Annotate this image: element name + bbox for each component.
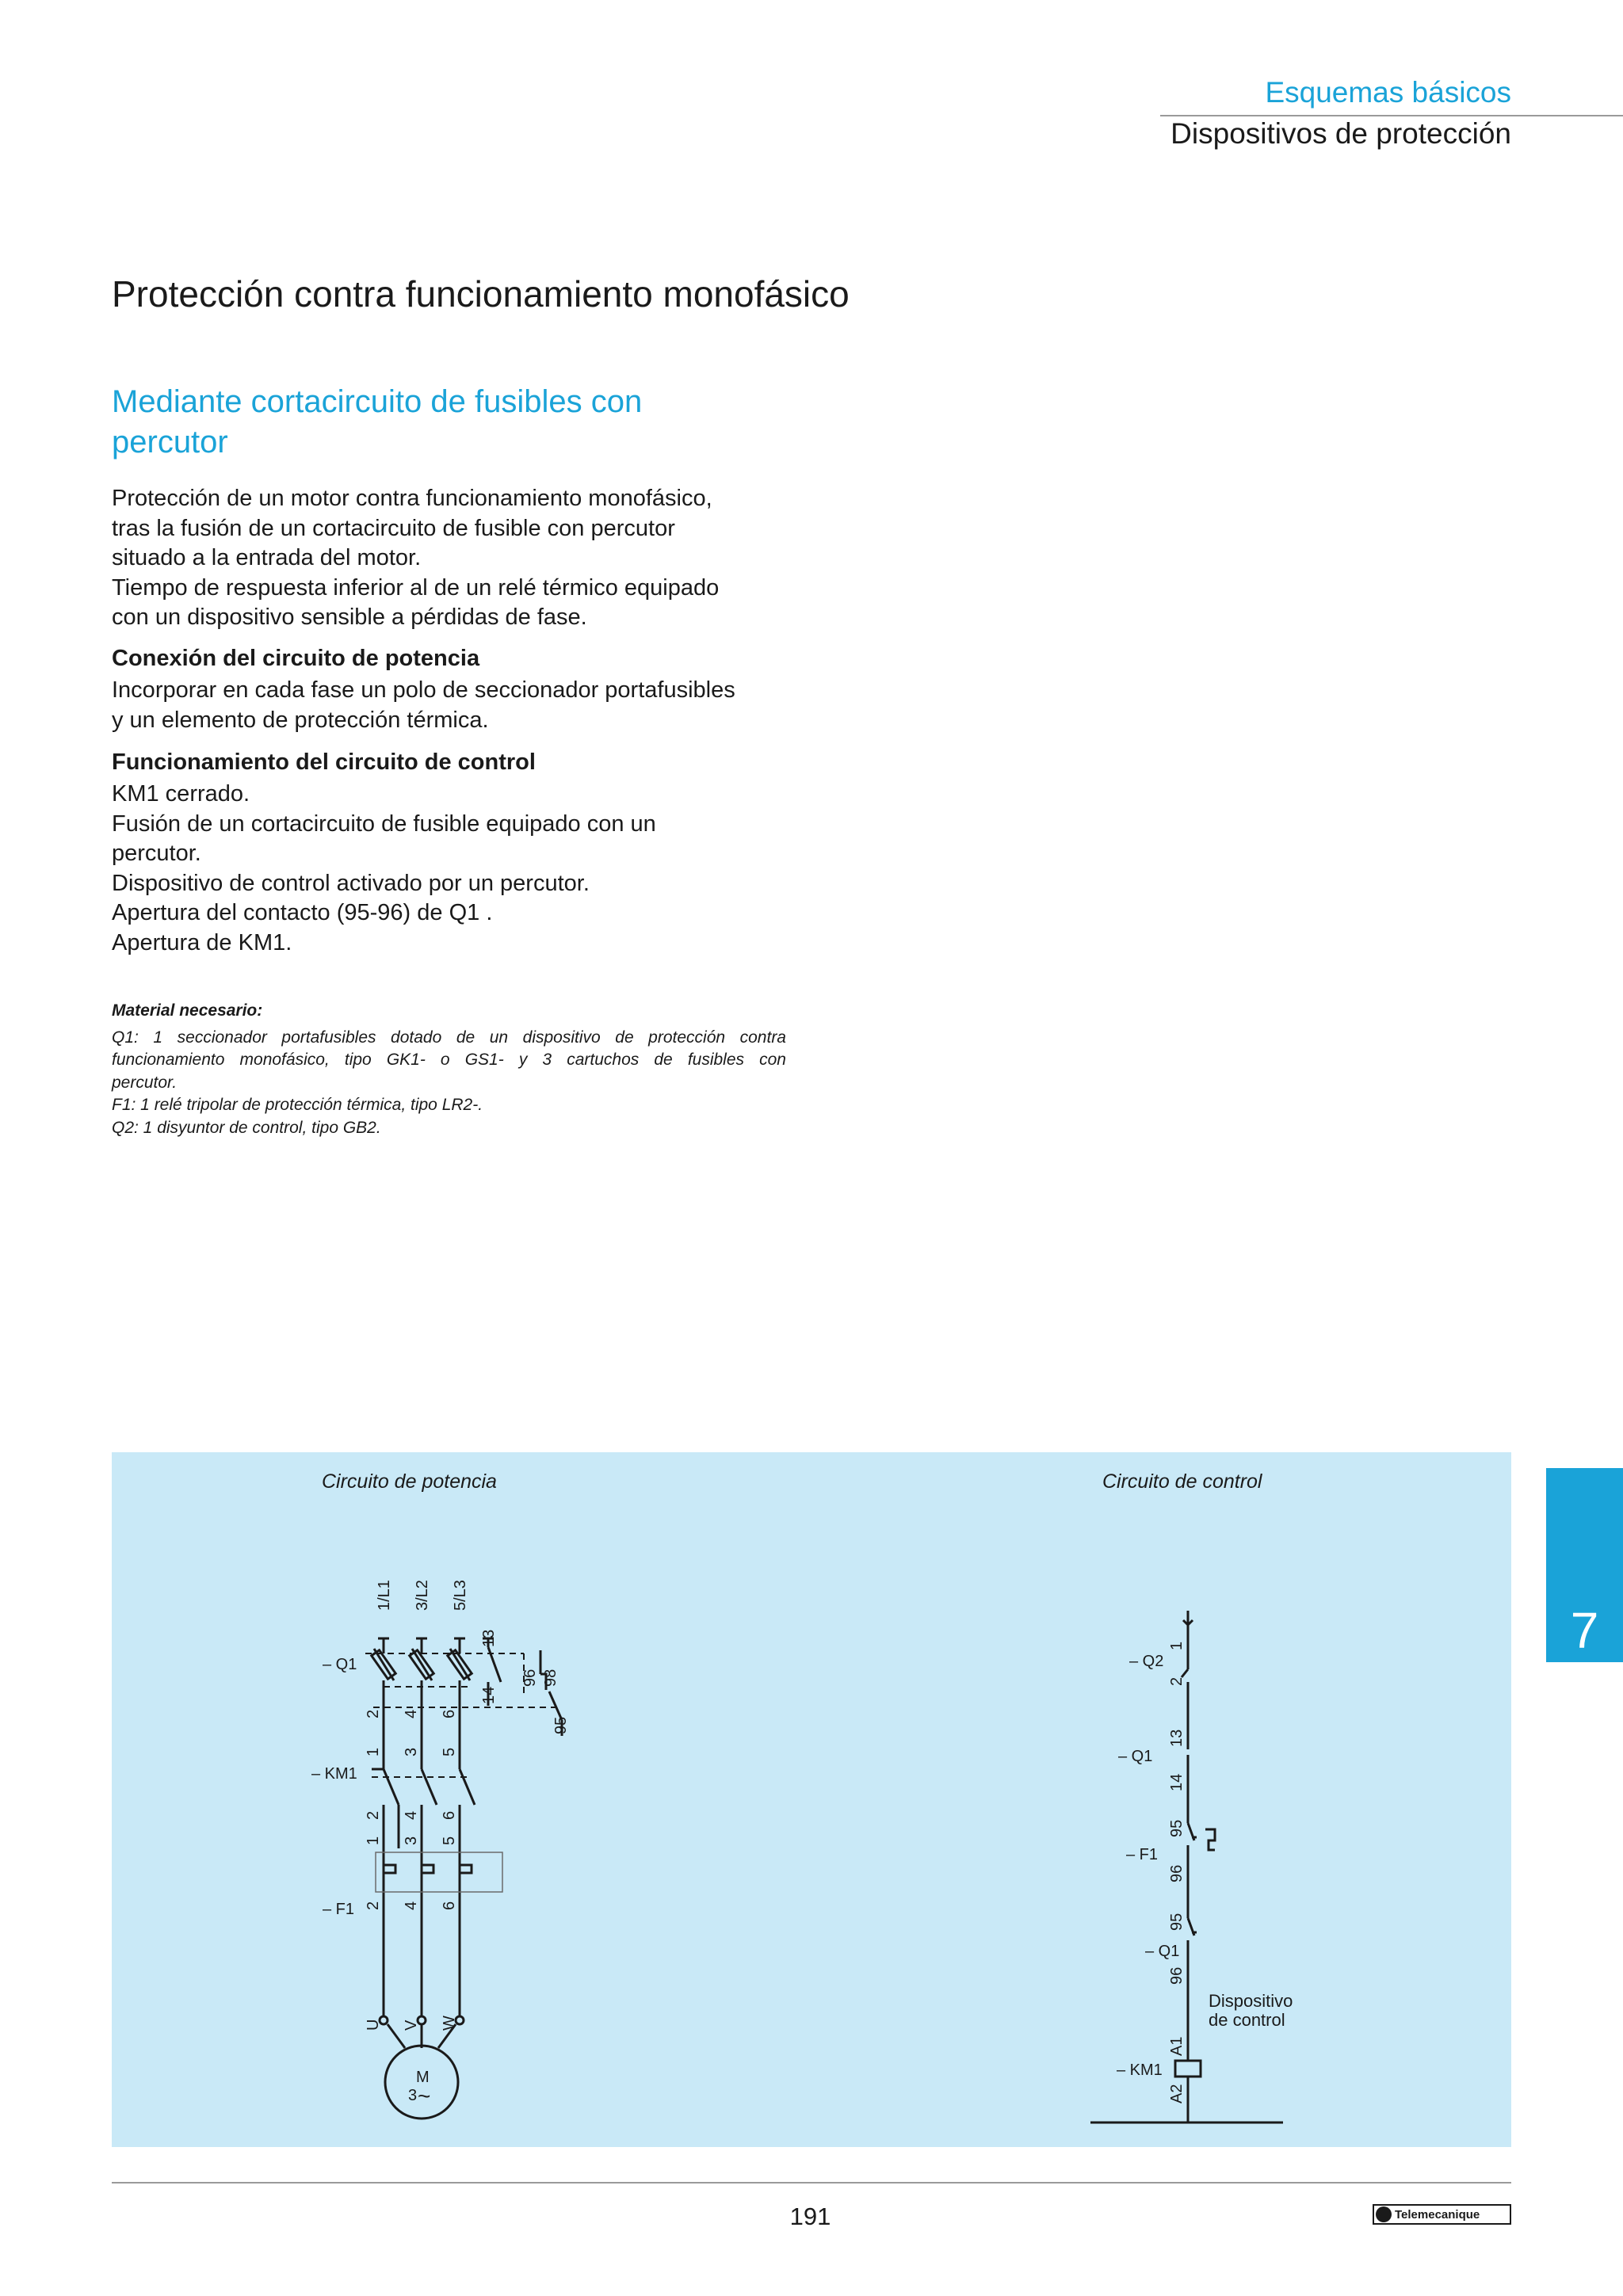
phase-label-l2: 3/L2	[414, 1580, 431, 1611]
aux-terminal-96: 96	[521, 1669, 539, 1687]
km1-terminal-5: 5	[441, 1747, 458, 1756]
f1-terminal-2: 2	[365, 1901, 382, 1910]
f1-terminal-4: 4	[403, 1901, 420, 1910]
header-subsection: Dispositivos de protección	[1170, 117, 1511, 150]
control-q1b-terminal-96: 96	[1168, 1966, 1186, 1985]
motor-ac-symbol: ~	[418, 2084, 431, 2108]
intro-paragraph	[112, 484, 809, 633]
q1-device-label: – Q1	[323, 1656, 357, 1673]
page-number: 191	[789, 2203, 831, 2230]
paragraph-line: Fusión de un cortacircuito de fusible equipado con un	[112, 810, 656, 837]
brand-logo	[1373, 2204, 1511, 2225]
paragraph-line: con un dispositivo sensible a pérdidas de fase.	[112, 605, 587, 630]
aux-terminal-95: 95	[552, 1716, 570, 1734]
control-q2-terminal-1: 1	[1168, 1641, 1186, 1650]
q1-terminal-2: 2	[365, 1709, 382, 1718]
phase-label-l3: 5/L3	[452, 1580, 469, 1611]
paragraph-line: Apertura de KM1.	[112, 929, 292, 955]
control-km1-terminal-a1: A1	[1168, 2036, 1186, 2056]
header-divider	[1160, 115, 1623, 116]
power-caption: Circuito de potencia	[322, 1470, 497, 1493]
control-device-note-line: Dispositivo	[1209, 1991, 1293, 2011]
footer-divider	[112, 2182, 1511, 2183]
control-q2-label: – Q2	[1129, 1653, 1164, 1670]
aux-terminal-13: 13	[480, 1629, 498, 1647]
paragraph-line: y un elemento de protección térmica.	[112, 707, 489, 733]
motor-terminal-v: V	[403, 2019, 420, 2031]
motor-label-m: M	[416, 2069, 430, 2086]
km1-terminal-4: 4	[403, 1810, 420, 1820]
f1-terminal-6: 6	[441, 1901, 458, 1910]
km1-device-label: – KM1	[311, 1765, 357, 1783]
control-device-note-line: de control	[1209, 2010, 1285, 2030]
motor-label-3: 3	[408, 2087, 418, 2104]
aux-terminal-98: 98	[542, 1669, 559, 1687]
materials-line: Q2: 1 disyuntor de control, tipo GB2.	[112, 1118, 381, 1137]
motor-terminal-u: U	[365, 2019, 382, 2031]
control-q2-terminal-2: 2	[1168, 1676, 1186, 1686]
control-q1-terminal-13: 13	[1168, 1729, 1186, 1747]
materials-heading: Material necesario:	[112, 1001, 263, 1020]
q1-terminal-6: 6	[441, 1709, 458, 1718]
page-title: Protección contra funcionamiento monofásico	[112, 273, 850, 315]
diagram-panel	[112, 1452, 1511, 2147]
paragraph-line: KM1 cerrado.	[112, 781, 250, 807]
control-f1-terminal-95: 95	[1168, 1819, 1186, 1837]
section-subtitle	[112, 382, 746, 463]
km1-terminal-2: 2	[365, 1810, 382, 1820]
brand-name: Telemecanique	[1395, 2207, 1480, 2222]
km1-terminal-6: 6	[441, 1810, 458, 1820]
control-km1-label: – KM1	[1117, 2061, 1163, 2079]
paragraph-line: Protección de un motor contra funcionamiento monofásico,	[112, 486, 712, 511]
control-q1b-label: – Q1	[1145, 1943, 1180, 1960]
chapter-tab	[1546, 1468, 1623, 1662]
subtitle-line: Mediante cortacircuito de fusibles con	[112, 384, 643, 419]
materials-line: F1: 1 relé tripolar de protección térmica, tipo LR2-.	[112, 1096, 483, 1115]
f1-terminal-3: 3	[403, 1836, 420, 1845]
subtitle-line: percutor	[112, 425, 228, 460]
control-caption: Circuito de control	[1102, 1470, 1262, 1493]
km1-terminal-3: 3	[403, 1747, 420, 1756]
paragraph-line: tras la fusión de un cortacircuito de fusible con percutor	[112, 515, 675, 541]
paragraph-line: Dispositivo de control activado por un percutor.	[112, 870, 590, 896]
materials-list	[112, 1027, 786, 1139]
phase-label-l1: 1/L1	[376, 1580, 393, 1611]
f1-device-label: – F1	[323, 1901, 355, 1918]
header-section: Esquemas básicos	[1265, 76, 1511, 109]
q1-terminal-4: 4	[403, 1709, 420, 1718]
control-q1-terminal-14: 14	[1168, 1773, 1186, 1791]
control-f1-terminal-96: 96	[1168, 1864, 1186, 1882]
aux-terminal-14: 14	[480, 1686, 498, 1704]
control-q1b-terminal-95: 95	[1168, 1913, 1186, 1931]
paragraph-line: percutor.	[112, 841, 201, 866]
wiring-diagram	[112, 1452, 1511, 2147]
brand-mark-icon	[1376, 2206, 1392, 2222]
paragraph-line: Apertura del contacto (95-96) de Q1 .	[112, 900, 493, 925]
materials-line: percutor.	[112, 1073, 178, 1092]
power-connection-text	[112, 676, 809, 735]
power-connection-heading: Conexión del circuito de potencia	[112, 646, 480, 671]
control-operation-text	[112, 780, 809, 958]
f1-terminal-1: 1	[365, 1836, 382, 1845]
motor-terminal-w: W	[441, 2016, 458, 2031]
f1-terminal-5: 5	[441, 1836, 458, 1845]
paragraph-line: Tiempo de respuesta inferior al de un relé térmico equipado	[112, 574, 720, 601]
control-q1-label: – Q1	[1118, 1748, 1153, 1765]
paragraph-line: situado a la entrada del motor.	[112, 545, 422, 570]
materials-line: Q1: 1 seccionador portafusibles dotado de un dispositivo de protección contra	[112, 1028, 786, 1047]
paragraph-line: Incorporar en cada fase un polo de seccionador portafusibles	[112, 677, 735, 703]
control-km1-terminal-a2: A2	[1168, 2084, 1186, 2103]
km1-terminal-1: 1	[365, 1747, 382, 1756]
materials-line: funcionamiento monofásico, tipo GK1- o GS1- y 3 cartuchos de fusibles con	[112, 1051, 786, 1070]
chapter-number: 7	[1570, 1602, 1599, 1659]
control-operation-heading: Funcionamiento del circuito de control	[112, 749, 536, 775]
control-f1-label: – F1	[1126, 1846, 1159, 1863]
